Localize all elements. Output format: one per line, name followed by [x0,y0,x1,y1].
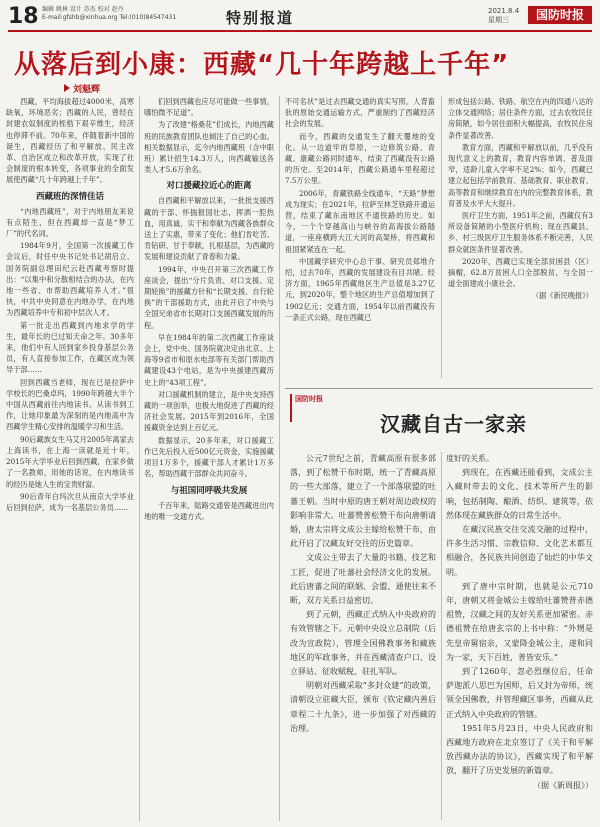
paragraph: 1984年9月，全国第一次援藏工作会议后，时任中央书记处书记胡启立、国务院副总理田纪云赴西藏考察时提出：“以集中和分散相结合的办法，在内地一些省、市帮助西藏培养人才。”很快，中共中央同意在内地办学，在内地为西藏培养中专和初中层次人才。 [6,241,134,318]
subheading: 对口援藏拉近心的距离 [166,181,252,192]
subheading: 西藏班的深情佳话 [35,191,104,202]
paragraph: 教育方面，西藏和平解放以前，几乎没有现代意义上的教育，教育内容单调、普及面窄，适龄儿童入学率不足2%；如今，西藏已建立起包括学前教育、基础教育、职业教育、高等教育和继续教育在内的完整教育体系，教育普及水平大大提升。 [448,142,593,208]
paragraph: 1994年，中央召开第三次西藏工作座谈会，提出“分片负责、对口支援、定期轮换”的援藏方针和“长期支援、自行轮换”的干部援助方式，由此开启了中央与全国兄弟省市长期对口支援西藏发展的历程。 [144,264,274,330]
article2-column-2 [446,452,593,820]
byline [64,82,100,95]
paragraph: 为了改建“格桑花”们成长，内地西藏班的民族教育团队也倾注了自己的心血。相关数据显示，迄今内地西藏班（含中职班）累计招生14.3万人，向西藏输送各类人才5.6万余名。 [144,120,274,175]
triangle-icon [64,84,70,92]
paragraph: 1951年5月23日，中央人民政府和西藏地方政府在北京签订了《关于和平解放西藏办法的协议》，西藏实现了和平解放，翻开了历史发展的新篇章。 [446,723,593,776]
column-divider [279,96,280,821]
column-divider [441,96,442,378]
paragraph: 2020年，西藏已实现全部贫困县（区）摘帽，62.8万贫困人口全部脱贫，与全国一道全面建成小康社会。 [448,256,593,289]
email-line: E-mail:gfshb@xinhua.org Tel:(010)84547431 [42,14,177,21]
column-divider [441,452,442,820]
paragraph: 西藏，平均海拔超过4000米，高寒缺氧，环境恶劣；西藏的人民，曾经在封建农奴制度的桎梏下艰辛维生，经济也停滞不前。70年来，伴随着新中国的诞生，西藏经历了和平解放、民主改革、自治区成立和改革开放，实现了社会制度的根本转变，各项事业的全面发展使西藏“几十年跨越上千年”。 [6,97,134,185]
source-credit: （据《新民晚报》） [531,291,593,301]
article-column-3 [285,96,435,378]
source-credit: （据《新周报》） [533,780,593,790]
article-column-4 [448,96,593,378]
paragraph: 第一批走出西藏到内地求学的学生，最年长的已过知天命之年。30多年来，他们中有人回到家乡投身基层公务员，有人直接参加工作，在藏区成为领导干部…… [6,320,134,375]
paper-logo-small [290,394,345,422]
subheading: 与祖国同呼吸共发展 [170,485,248,496]
header-rule [8,30,592,32]
masthead-logo: 国防时报 [528,6,592,24]
paragraph: 到了元朝，西藏正式纳入中央政府的有效管辖之下。元朝中央设立总制院（后改为宣政院），管理全国佛教事务和藏族地区的军政事务，并在西藏清查户口、设立驿站、征收赋税、驻扎军队。 [290,610,436,677]
paragraph: 们回到西藏也应尽可能做一些事情，哪怕微不足道”。 [144,97,274,118]
editor-line: 编辑 姚林 设计 苏杰 校对 赵丹 [42,6,124,13]
paragraph: 不可名状”是过去西藏交通的真实写照。人背畜驮的原始交通运输方式，严重制约了西藏经济社会的发展。 [285,97,435,129]
editor-info [42,6,176,22]
paragraph: 明朝对西藏采取“多封众建”的政策，清朝设立驻藏大臣，颁布《钦定藏内善后章程二十九条》，进一步加强了对西藏的治理。 [290,681,436,733]
paragraph: 度好的关系。 [446,454,494,463]
paragraph: 而今，西藏的交通发生了翻天覆地的变化。从一边道牢的草原，一边修筑公路、青藏、康藏公路同时通车，结束了西藏没有公路的历史。至2014年，西藏公路通车里程超过7.5万公里。 [285,131,435,186]
issue-date: 2021.8.4 星期三 [488,7,520,24]
page-number: 18 [8,4,39,29]
article-column-2 [144,96,274,821]
article-divider [285,388,593,389]
paragraph: “内地西藏班”，对于内地朋友来说有点陌生，但在西藏却一直是“梦工厂”的代名词。 [6,206,134,239]
paragraph: 到了唐中宗时期，也就是公元710年，唐朝又将金城公主嫁给吐蕃赞普赤德祖赞，汉藏之间的友好关系更加紧密。赤德祖赞在给唐玄宗的上书中称：“外甥是先皇帝舅宿亲，又蒙降金城公主，遂和同为一家，天下百姓，普皆安乐。” [446,581,593,662]
paragraph: 90后藏族女生马艾月2005年离家去上海读书，在上海一读就是近十年，2015年大学毕业后回到西藏，在家乡做了一名教师，用她的话说，在内地读书的经历是她人生的宝贵财富。 [6,434,134,489]
paragraph: 对口援藏机制的建立，是中央支持西藏的一项创举，也极大地促进了西藏的经济社会发展。2015年到2016年，全国援藏资金达到上百亿元。 [144,389,274,433]
second-headline: 汉藏自古一家亲 [380,412,527,436]
author-name: 刘魁辉 [73,85,101,95]
paragraph: 到现在，在西藏还能看到，文成公主入藏时带去的文化、技术等所产生的影响，包括制陶、酿酒、纺织、建筑等，依然体现在藏族群众的日常生活中。 [446,468,593,520]
paragraph: 数据显示，20多年来，对口援藏工作已先后投入近500亿元资金，实施援藏项目1万多个，援藏干部人才累计1万多名，帮助西藏干部群众共同奋斗。 [144,435,274,479]
paragraph: 医疗卫生方面，1951年之前，西藏仅有3所设备简陋的小型医疗机构；现在西藏县、乡、村三级医疗卫生服务体系不断完善，人民群众就医条件显著改善。 [448,211,593,254]
article-column-1 [6,96,134,821]
paragraph: 自西藏和平解放以来，一批批支援西藏的干部、怀揣报国壮志，挥洒一腔热血，用真诚、实干和奉献为西藏各族群众送上了实惠，带来了变化；他们肯吃苦、肯钻研、甘于奉献，扎根基层，为西藏的发展和建设贡献了青春和力量。 [144,196,274,262]
paragraph: 千百年来，陆路交通曾是西藏进出内地的唯一交通方式。 [144,500,274,521]
article2-column-1 [290,452,436,820]
paragraph: 在藏汉民族交往交流交融的过程中，许多生活习惯、宗教信仰、文化艺术都互相融合，各民族共同创造了灿烂的中华文明。 [446,525,593,577]
paragraph: 回到西藏当老师，现在已是拉萨中学校长的巴桑卓玛，1990年跨越大半个中国从西藏前往内地读书。从读书到工作，让她印象最为深刻的是内地高中为西藏学生精心安排的温暖学习和生活。 [6,377,134,432]
paragraph: 形成包括公路、铁路、航空在内的四通八达的立体交通网络；居住条件方面，过去农牧民住房简陋，如今居住面积大幅提高，农牧民住房条件显著改善。 [448,97,593,140]
main-headline: 从落后到小康：西藏“几十年跨越上千年” [14,50,510,80]
logo-label: 国防时报 [295,395,323,403]
paragraph: 到了1260年，忽必烈继位后，任命萨迦派八思巴为国师，后又封为帝师，统领全国佛教，并管理藏区事务，西藏从此正式纳入中央政府的管辖。 [446,667,593,719]
paragraph: 早在1984年的第二次西藏工作座谈会上，党中央、国务院就决定由北京、上海等9省市和原水电部等有关部门帮助西藏建设43个电站，是为中央援建西藏历史上的“43项工程”。 [144,332,274,387]
paragraph: 文成公主带去了大量的书籍、技艺和工匠，促进了吐蕃社会经济文化的发展。此后唐蕃之间的联姻、会盟、通使往来不断，双方关系日益密切。 [290,553,436,606]
section-title: 特别报道 [226,9,295,27]
page-header [8,4,592,30]
paragraph: 公元7世纪之前，青藏高原有很多部落，到了松赞干布时期，统一了青藏高原的一些大部落，建立了一个部落联盟的吐蕃王朝。当时中原的唐王朝对周边政权的影响非常大。吐蕃赞普松赞干布向唐朝请婚，唐太宗将文成公主嫁给松赞干布，由此开启了汉藏友好交往的历史篇章。 [290,454,436,549]
paragraph: 2006年，青藏铁路全线通车，“天路”梦想成为现实；在2021年，拉萨至林芝铁路开通运营，结束了藏东南地区不通铁路的历史。如今，一个个穿越高山与峡谷的高海拔公路隧道，一座座横跨大江大河的高架桥，将西藏和祖国紧紧连在一起。 [285,188,435,254]
paragraph: 中国藏学研究中心总干事、研究员郑堆介绍，过去70年，西藏的发展建设有目共睹。经济方面，1965年西藏地区生产总值是3.27亿元，到2020年，整个地区的生产总值增加到了1902亿元；交通方面，1954年以前西藏没有一条正式公路，现在西藏已 [285,256,435,322]
paragraph: 90后青年白玛次旦从南京大学毕业后回到拉萨，成为一名基层公务员…… [6,491,134,512]
column-divider [139,96,140,821]
